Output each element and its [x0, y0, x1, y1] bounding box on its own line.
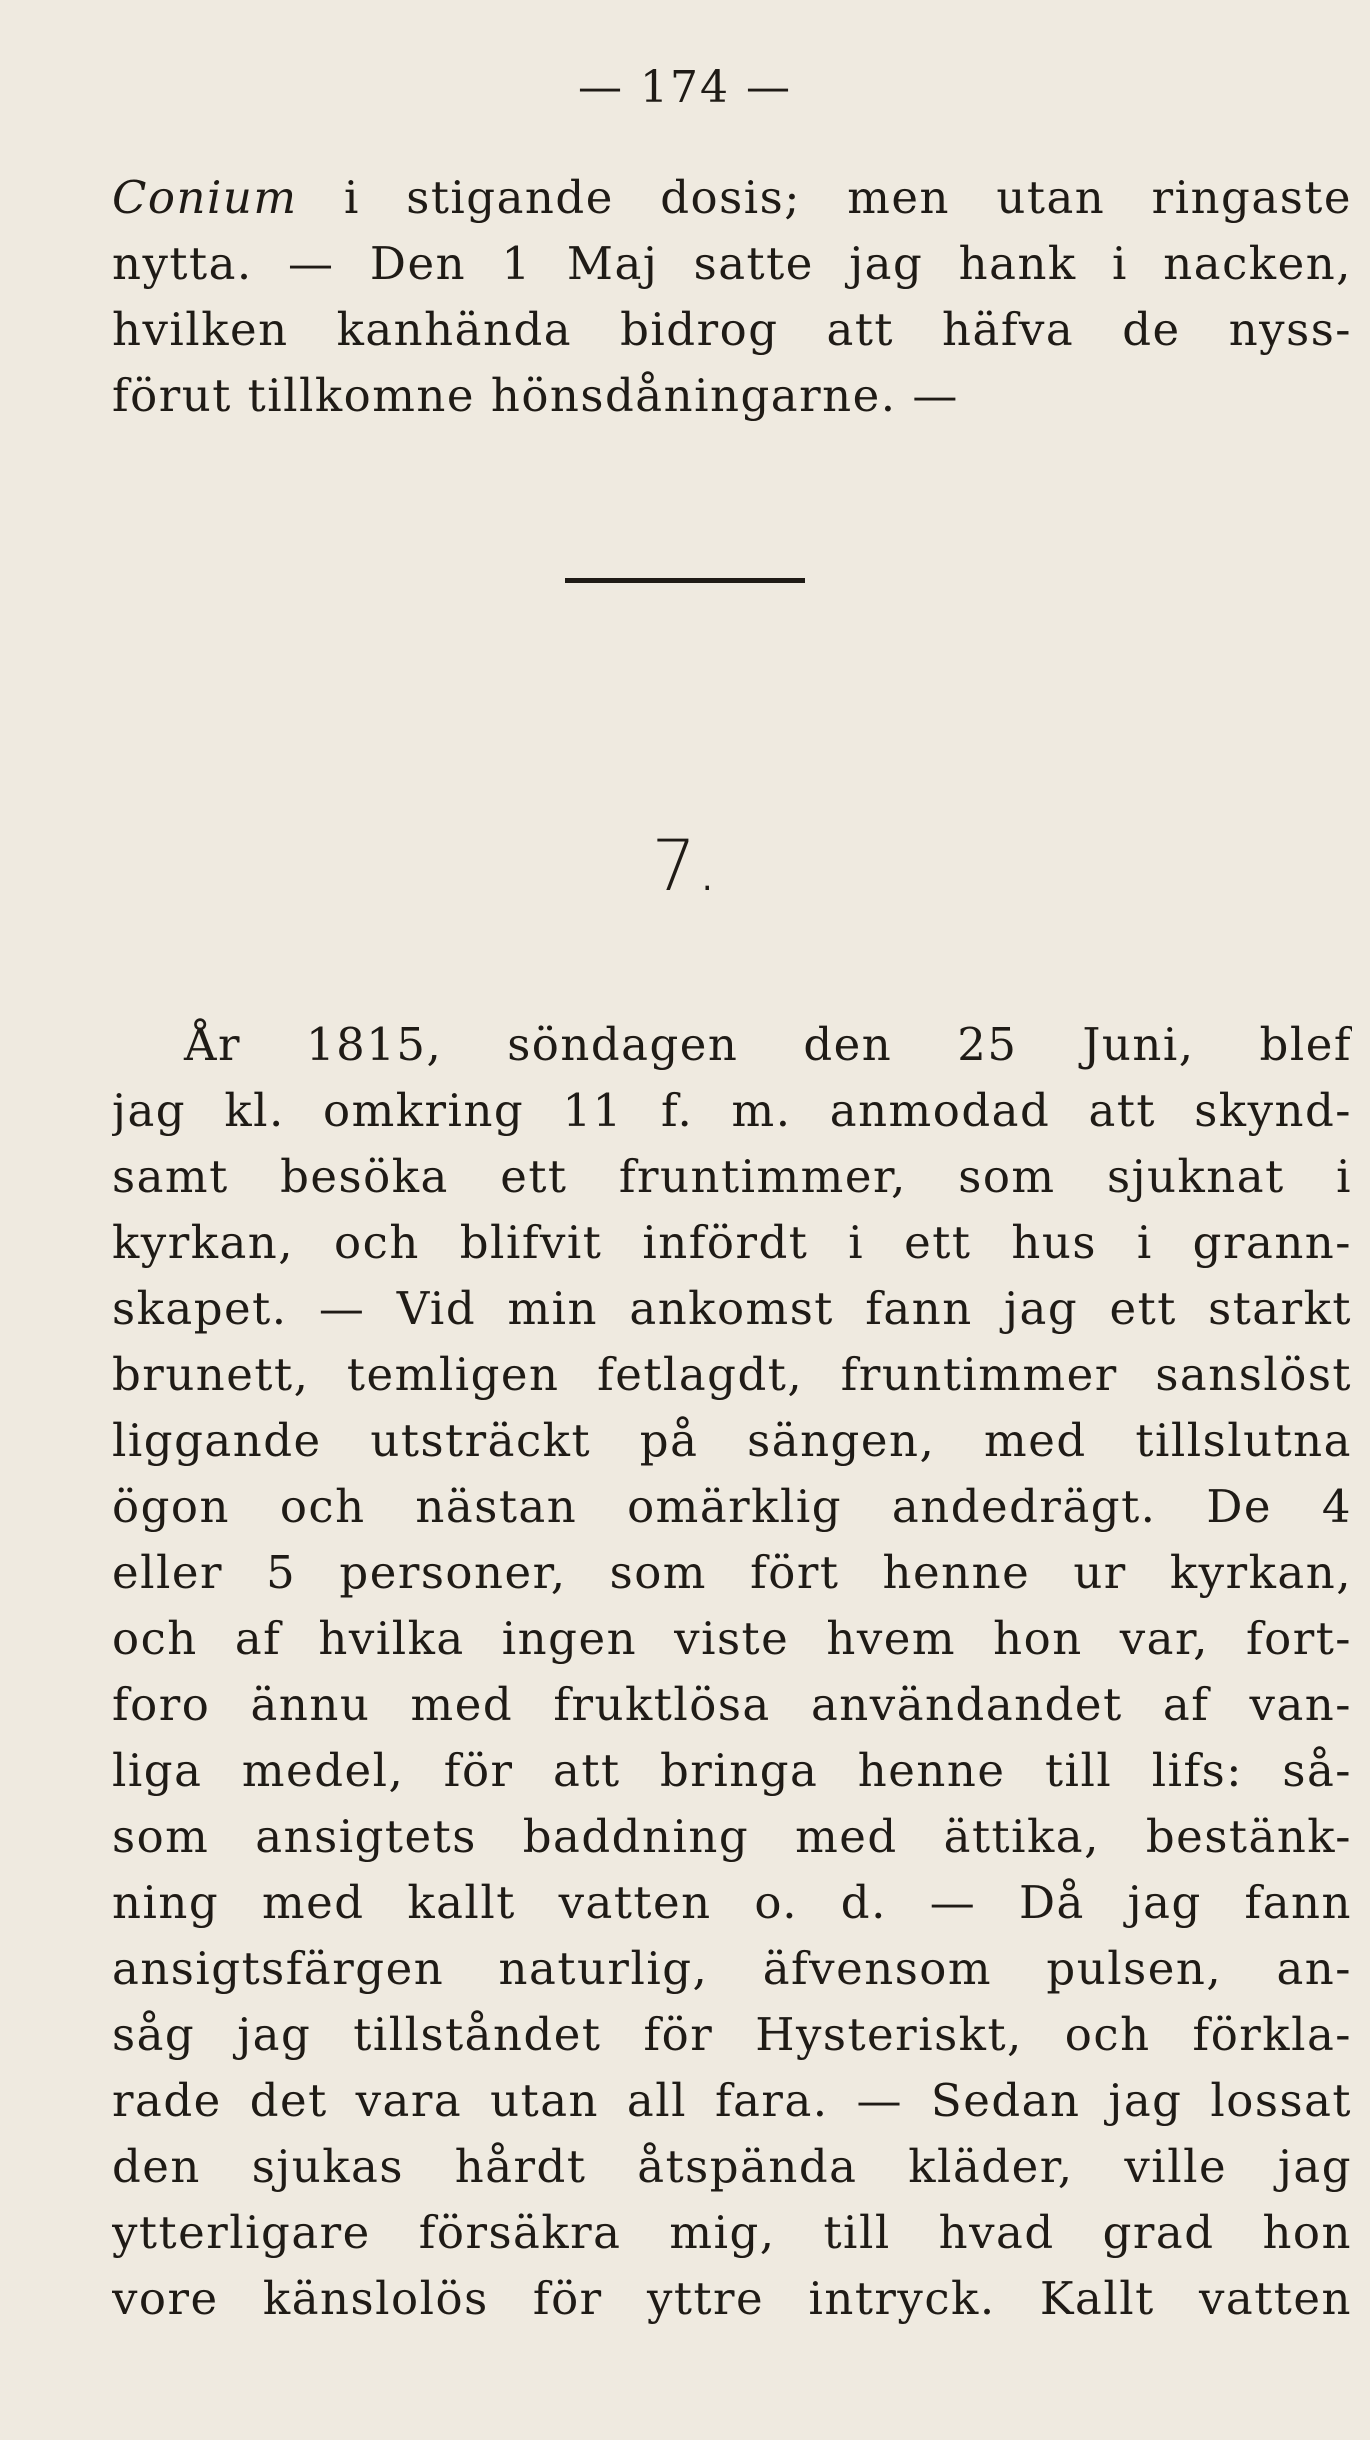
case-paragraph — [112, 1012, 1352, 2332]
text-line: ytterligare försäkra mig, till hvad grad hon — [112, 2206, 1352, 2259]
text-line: den sjukas hårdt åtspända kläder, ville jag — [112, 2140, 1352, 2193]
text-line: ögon och nästan omärklig andedrägt. De 4 — [112, 1480, 1352, 1533]
text-line: År 1815, söndagen den 25 Juni, blef — [184, 1018, 1352, 1071]
text-line: brunett, temligen fetlagdt, fruntimmer sanslöst — [112, 1348, 1352, 1401]
text-line: ning med kallt vatten o. d. — Då jag fann — [112, 1876, 1352, 1929]
text-line: hvilken kanhända bidrog att häfva de nyss- — [112, 303, 1352, 356]
text-line: skapet. — Vid min ankomst fann jag ett starkt — [112, 1282, 1352, 1335]
text-line: nytta. — Den 1 Maj satte jag hank i nacken, — [112, 237, 1352, 290]
text-line: foro ännu med fruktlösa användandet af van- — [112, 1678, 1352, 1731]
text-line: rade det vara utan all fara. — Sedan jag lossat — [112, 2074, 1352, 2127]
text-line: eller 5 personer, som fört henne ur kyrkan, — [112, 1546, 1352, 1599]
text-line: förut tillkomne hönsdåningarne. — — [112, 369, 959, 422]
opening-paragraph — [112, 165, 1352, 429]
text-line — [112, 165, 1352, 231]
text-line: såg jag tillståndet för Hysteriskt, och förkla- — [112, 2008, 1352, 2061]
section-number: 7. — [651, 825, 719, 907]
text-line: liga medel, för att bringa henne till lifs: så- — [112, 1744, 1352, 1797]
page-number: — 174 — — [578, 62, 792, 113]
text-line: liggande utsträckt på sängen, med tillslutna — [112, 1414, 1352, 1467]
section-divider — [565, 578, 805, 583]
text-line: jag kl. omkring 11 f. m. anmodad att skynd- — [112, 1084, 1352, 1137]
text-line: ansigtsfärgen naturlig, äfvensom pulsen, an- — [112, 1942, 1352, 1995]
italic-term: Conium — [112, 171, 298, 224]
text-line: och af hvilka ingen viste hvem hon var, fort- — [112, 1612, 1352, 1665]
text-line-rest: i stigande dosis; men utan ringaste — [297, 171, 1352, 224]
text-line: vore känslolös för yttre intryck. Kallt vatten — [112, 2272, 1352, 2325]
text-line: kyrkan, och blifvit infördt i ett hus i grann- — [112, 1216, 1352, 1269]
text-line: samt besöka ett fruntimmer, som sjuknat i — [112, 1150, 1352, 1203]
text-line: som ansigtets baddning med ättika, bestänk- — [112, 1810, 1352, 1863]
